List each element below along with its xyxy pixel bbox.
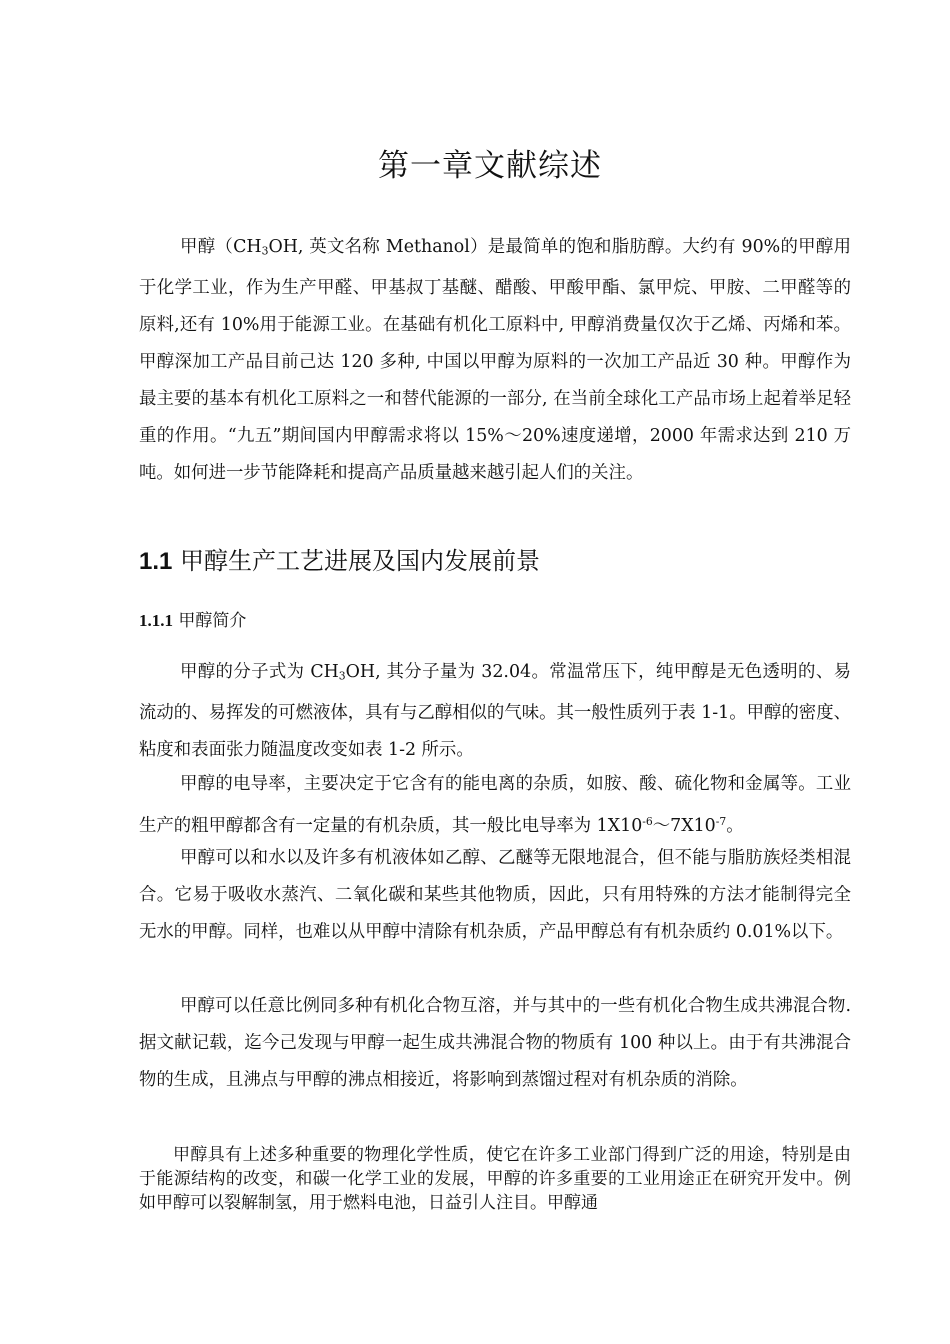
p3-exponent-1: -6 (642, 815, 653, 828)
intro-subscript: 3 (261, 244, 269, 258)
section-number: 1.1 (139, 548, 173, 575)
intro-text-a: 甲醇（CH (180, 237, 262, 257)
intro-text-b: OH, 英文名称 Methanol）是最简单的饱和脂肪醇。大约有 90%的甲醇用于化学工业，作为生产甲醛、甲基叔丁基醚、醋酸、甲酸甲酯、氯甲烷、甲胺、二甲醛等的原料,还有 10%用于能源工业。在基础有机化工原料中, 甲醇消费量仅次于乙烯、丙烯和苯。甲醇深加工产品目前己达 120 多种, 中国以甲醇为原料的一次加工产品近 30 种。甲醇作为最主要的基本有机化工原料之一和替代能源的一部分, 在当前全球化工产品市场上起着举足轻重的作用。“九五”期间国内甲醇需求将以 15%〜20%速度递增，2000 年需求达到 210 万吨。如何进一步节能降耗和提高产品质量越来越引起人们的关注。 (139, 237, 851, 483)
subsection-number: 1.1.1 (139, 611, 173, 630)
subsection-heading-1-1-1 (139, 606, 246, 631)
body-paragraph-conductivity (139, 766, 851, 845)
p3-text-end: 。 (726, 815, 744, 836)
subsection-title: 甲醇简介 (178, 611, 247, 631)
p2-text-a: 甲醇的分子式为 CH (180, 662, 339, 682)
intro-paragraph (139, 229, 851, 492)
section-title: 甲醇生产工艺进展及国内发展前景 (180, 547, 541, 575)
body-paragraph-formula (139, 654, 851, 769)
body-paragraph-uses: 甲醇具有上述多种重要的物理化学性质，使它在许多工业部门得到广泛的用途，特别是由于能源结构的改变，和碳一化学工业的发展，甲醇的许多重要的工业用途正在研究开发中。例如甲醇可以裂解制氢，用于燃料电池，日益引人注目。甲醇通 (139, 1145, 851, 1213)
p2-text-b: OH, 其分子量为 32.04。常温常压下，纯甲醇是无色透明的、易流动的、易挥发的可燃液体，具有与乙醇相似的气味。其一般性质列于表 1-1。甲醇的密度、粘度和表面张力随温度改变如表 1-2 所示。 (139, 662, 851, 760)
p3-text-mid: 〜7X10 (652, 815, 716, 836)
body-paragraph-azeotrope: 甲醇可以任意比例同多种有机化合物互溶，并与其中的一些有机化合物生成共沸混合物.据文献记载，迄今己发现与甲醇一起生成共沸混合物的物质有 100 种以上。由于有共沸混合物的生成，且沸点与甲醇的沸点相接近，将影响到蒸馏过程对有机杂质的消除。 (139, 996, 851, 1090)
chapter-title: 第一章文献综述 (378, 148, 602, 184)
p3-text-a: 甲醇的电导率，主要决定于它含有的能电离的杂质，如胺、酸、硫化物和金属等。工业生产的粗甲醇都含有一定量的有机杂质，其一般比电导率为 1X10 (139, 774, 851, 836)
p3-exponent-2: -7 (715, 815, 727, 828)
section-heading-1-1 (139, 541, 540, 576)
body-paragraph-miscibility: 甲醇可以和水以及许多有机液体如乙醇、乙醚等无限地混合，但不能与脂肪族烃类相混合。它易于吸收水蒸汽、二氧化碳和某些其他物质，因此，只有用特殊的方法才能制得完全无水的甲醇。同样，也难以从甲醇中清除有机杂质，产品甲醇总有有机杂质约 0.01%以下。 (139, 848, 851, 942)
p2-subscript: 3 (338, 669, 346, 683)
